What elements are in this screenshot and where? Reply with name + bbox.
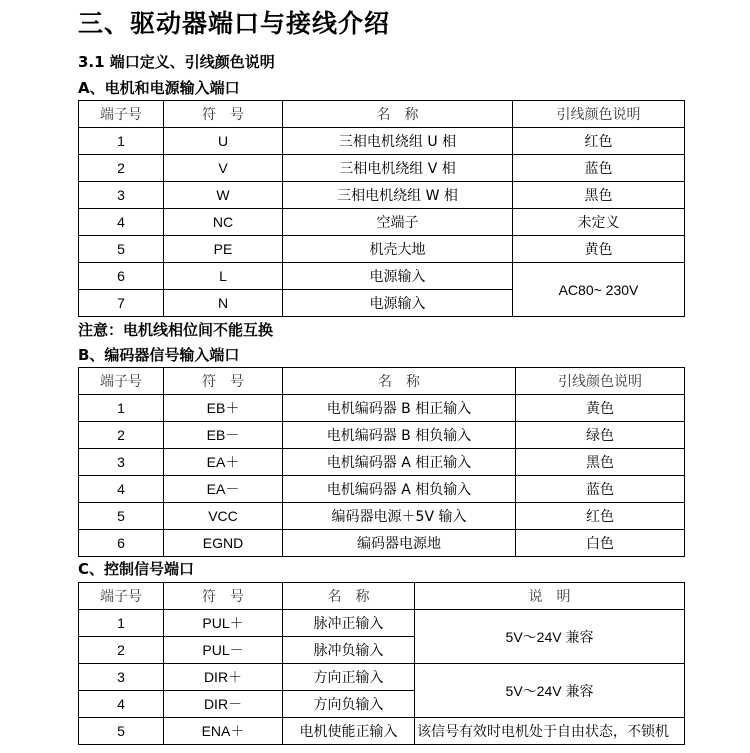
header-cell: 名 称 <box>283 101 513 128</box>
wire-color: 红色 <box>513 128 685 155</box>
table-row <box>79 449 685 476</box>
section-heading: 3.1 端口定义、引线颜色说明 <box>78 53 275 71</box>
header-cell: 符 号 <box>164 368 283 395</box>
terminal-no: 3 <box>79 664 164 691</box>
table-row <box>79 530 685 557</box>
port-name: 机壳大地 <box>283 236 513 263</box>
terminal-no: 5 <box>79 236 164 263</box>
table-row <box>79 610 685 637</box>
port-name: 脉冲正输入 <box>283 610 415 637</box>
table-row <box>79 718 685 745</box>
table-row <box>79 263 685 290</box>
port-name: 电机编码器 B 相正输入 <box>283 395 516 422</box>
terminal-no: 5 <box>79 718 164 745</box>
wire-color: 黄色 <box>516 395 685 422</box>
symbol: ENA＋ <box>164 718 283 745</box>
header-cell: 端子号 <box>79 101 164 128</box>
symbol: EGND <box>164 530 283 557</box>
header-cell: 引线颜色说明 <box>516 368 685 395</box>
terminal-no: 1 <box>79 610 164 637</box>
pul-description: 5V～24V 兼容 <box>415 610 685 664</box>
header-cell: 符 号 <box>164 101 283 128</box>
symbol: EB－ <box>164 422 283 449</box>
port-name: 电机编码器 B 相负输入 <box>283 422 516 449</box>
header-cell: 符 号 <box>164 583 283 610</box>
terminal-no: 2 <box>79 155 164 182</box>
header-cell: 说 明 <box>415 583 685 610</box>
symbol: N <box>164 290 283 317</box>
warning-note: 注意：电机线相位间不能互换 <box>78 321 274 339</box>
terminal-no: 5 <box>79 503 164 530</box>
table-header-row <box>79 583 685 610</box>
table-row <box>79 476 685 503</box>
symbol: VCC <box>164 503 283 530</box>
symbol: PUL＋ <box>164 610 283 637</box>
port-name: 电机使能正输入 <box>283 718 415 745</box>
terminal-no: 1 <box>79 395 164 422</box>
terminal-no: 4 <box>79 476 164 503</box>
port-name: 电机编码器 A 相负输入 <box>283 476 516 503</box>
terminal-no: 3 <box>79 449 164 476</box>
symbol: DIR－ <box>164 691 283 718</box>
wire-color: 黄色 <box>513 236 685 263</box>
header-cell: 名 称 <box>283 368 516 395</box>
symbol: U <box>164 128 283 155</box>
terminal-no: 1 <box>79 128 164 155</box>
wire-color: 绿色 <box>516 422 685 449</box>
symbol: EA＋ <box>164 449 283 476</box>
symbol: EA－ <box>164 476 283 503</box>
port-name: 方向正输入 <box>283 664 415 691</box>
terminal-no: 6 <box>79 263 164 290</box>
wire-color: 蓝色 <box>513 155 685 182</box>
port-name: 三相电机绕组 V 相 <box>283 155 513 182</box>
table-row <box>79 209 685 236</box>
symbol: V <box>164 155 283 182</box>
header-cell: 端子号 <box>79 368 164 395</box>
port-name: 三相电机绕组 U 相 <box>283 128 513 155</box>
ena-description: 该信号有效时电机处于自由状态，不锁机 <box>415 718 685 745</box>
port-name: 电机编码器 A 相正输入 <box>283 449 516 476</box>
table-row <box>79 128 685 155</box>
symbol: PE <box>164 236 283 263</box>
terminal-no: 6 <box>79 530 164 557</box>
page-title: 三、驱动器端口与接线介绍 <box>78 9 391 38</box>
wire-color: 蓝色 <box>516 476 685 503</box>
symbol: W <box>164 182 283 209</box>
wire-color: 黑色 <box>513 182 685 209</box>
port-name: 编码器电源地 <box>283 530 516 557</box>
terminal-no: 7 <box>79 290 164 317</box>
wire-color: 红色 <box>516 503 685 530</box>
table-row <box>79 236 685 263</box>
symbol: PUL－ <box>164 637 283 664</box>
table-row <box>79 503 685 530</box>
symbol: NC <box>164 209 283 236</box>
port-name: 脉冲负输入 <box>283 637 415 664</box>
terminal-no: 4 <box>79 691 164 718</box>
table-c-heading: C、控制信号端口 <box>78 560 195 578</box>
table-row <box>79 155 685 182</box>
symbol: DIR＋ <box>164 664 283 691</box>
port-name: 空端子 <box>283 209 513 236</box>
table-c <box>78 582 685 745</box>
header-cell: 引线颜色说明 <box>513 101 685 128</box>
dir-description: 5V～24V 兼容 <box>415 664 685 718</box>
table-b <box>78 367 685 557</box>
terminal-no: 4 <box>79 209 164 236</box>
power-range: AC80~ 230V <box>513 263 685 317</box>
port-name: 方向负输入 <box>283 691 415 718</box>
terminal-no: 2 <box>79 637 164 664</box>
table-header-row <box>79 101 685 128</box>
header-cell: 端子号 <box>79 583 164 610</box>
symbol: L <box>164 263 283 290</box>
wire-color: 未定义 <box>513 209 685 236</box>
port-name: 三相电机绕组 W 相 <box>283 182 513 209</box>
table-a <box>78 100 685 317</box>
port-name: 电源输入 <box>283 290 513 317</box>
table-header-row <box>79 368 685 395</box>
port-name: 电源输入 <box>283 263 513 290</box>
table-b-heading: B、编码器信号输入端口 <box>78 346 240 364</box>
table-row <box>79 182 685 209</box>
terminal-no: 3 <box>79 182 164 209</box>
wire-color: 黑色 <box>516 449 685 476</box>
table-row <box>79 395 685 422</box>
table-row <box>79 664 685 691</box>
symbol: EB＋ <box>164 395 283 422</box>
header-cell: 名 称 <box>283 583 415 610</box>
terminal-no: 2 <box>79 422 164 449</box>
wire-color: 白色 <box>516 530 685 557</box>
table-row <box>79 422 685 449</box>
port-name: 编码器电源＋5V 输入 <box>283 503 516 530</box>
table-a-heading: A、电机和电源输入端口 <box>78 79 240 97</box>
